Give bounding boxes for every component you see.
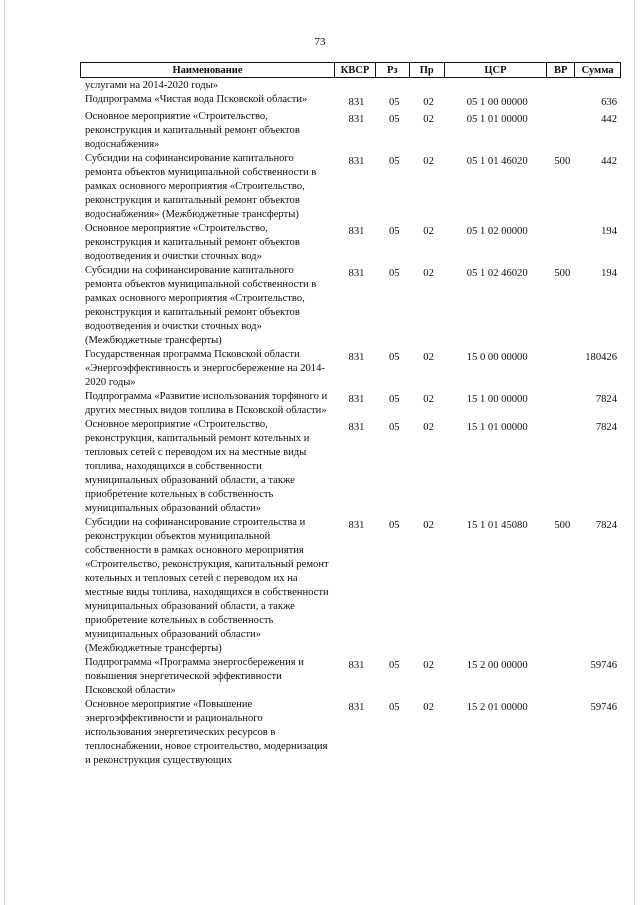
table-row bbox=[85, 264, 621, 348]
row-csr: 15 0 00 00000 bbox=[466, 352, 528, 363]
row-csr: 05 1 01 46020 bbox=[466, 156, 528, 167]
table-header bbox=[80, 62, 621, 78]
row-pr: 02 bbox=[423, 97, 434, 108]
row-name: услугами на 2014-2020 годы» bbox=[85, 80, 219, 91]
row-pr: 02 bbox=[423, 268, 434, 279]
table-row bbox=[85, 110, 621, 152]
row-name: Субсидии на софинансирование строительства и реконструкции объектов муниципальной собственности в рамках основного мероприятия «Строительство, реконструкция, капитальный ремонт котельных и тепловых сетей с переводом их на местные виды топлива, находящихся в собственности муниципальных образований области, а также приобретение котельных в собственность муниципальных образований области» (Межбюджетные трансферты) bbox=[85, 517, 329, 654]
row-csr bbox=[446, 79, 548, 93]
row-kvsr: 831 bbox=[348, 520, 365, 531]
row-pr: 02 bbox=[423, 520, 434, 531]
row-csr: 05 1 02 46020 bbox=[466, 268, 528, 279]
page-number: 73 bbox=[314, 36, 326, 48]
row-name: Субсидии на софинансирование капитального ремонта объектов муниципальной собственности в рамках основного мероприятия «Строительство, реконструкция и капитальный ремонт объектов водоотведения и очистки сточных вод» (Межбюджетные трансферты) bbox=[85, 265, 317, 346]
row-vr bbox=[548, 698, 576, 768]
header-vr: ВР bbox=[547, 63, 575, 77]
row-sum: 59746 bbox=[590, 702, 617, 713]
row-sum: 59746 bbox=[590, 660, 617, 671]
row-vr bbox=[548, 656, 576, 698]
table-row bbox=[85, 698, 621, 768]
row-csr: 15 1 01 00000 bbox=[466, 422, 528, 433]
row-vr: 500 bbox=[554, 520, 571, 531]
row-rz: 05 bbox=[388, 226, 400, 237]
row-name: Основное мероприятие «Повышение энергоэффективности и рационального использования энергетических ресурсов в теплоснабжении, новое строительство, модернизация и реконструкция существующих bbox=[85, 699, 328, 766]
row-name: Подпрограмма «Развитие использования торфяного и других местных видов топлива в Псковской области» bbox=[85, 391, 328, 416]
row-csr: 15 1 00 00000 bbox=[466, 394, 528, 405]
table-row bbox=[85, 79, 621, 93]
row-csr: 05 1 01 00000 bbox=[466, 114, 528, 125]
row-kvsr: 831 bbox=[348, 114, 365, 125]
row-csr: 05 1 00 00000 bbox=[466, 97, 528, 108]
row-pr: 02 bbox=[423, 394, 434, 405]
row-vr: 500 bbox=[554, 268, 571, 279]
table-row bbox=[85, 93, 621, 110]
row-sum: 442 bbox=[601, 114, 617, 125]
row-kvsr: 831 bbox=[348, 97, 365, 108]
header-rz: Рз bbox=[376, 63, 410, 77]
row-name: Подпрограмма «Программа энергосбережения и повышения энергетической эффективности Псковской области» bbox=[85, 657, 304, 696]
row-pr: 02 bbox=[423, 422, 434, 433]
table-row bbox=[85, 390, 621, 418]
row-kvsr: 831 bbox=[348, 422, 365, 433]
row-pr bbox=[411, 79, 446, 93]
row-pr: 02 bbox=[423, 352, 434, 363]
table-row bbox=[85, 348, 621, 390]
row-vr bbox=[548, 110, 576, 152]
row-name: Основное мероприятие «Строительство, реконструкция и капитальный ремонт объектов водоотведения и очистки сточных вод» bbox=[85, 223, 300, 262]
row-rz: 05 bbox=[388, 520, 400, 531]
header-sum: Сумма bbox=[581, 65, 614, 76]
row-pr: 02 bbox=[423, 226, 434, 237]
header-pr: Пр bbox=[410, 63, 445, 77]
row-name: Основное мероприятие «Строительство, реконструкция и капитальный ремонт объектов водоснабжения» bbox=[85, 111, 300, 150]
row-rz: 05 bbox=[388, 702, 400, 713]
table-row bbox=[85, 516, 621, 656]
table-row bbox=[85, 656, 621, 698]
row-kvsr: 831 bbox=[348, 660, 365, 671]
row-sum: 7824 bbox=[595, 520, 617, 531]
row-rz: 05 bbox=[388, 394, 400, 405]
row-name: Основное мероприятие «Строительство, реконструкция, капитальный ремонт котельных и тепловых сетей с переводом их на местные виды топлива, находящихся в собственности муниципальных образований области, а также приобретение котельных в собственность муниципальных образований области» bbox=[85, 419, 310, 514]
right-scan-edge bbox=[634, 0, 635, 905]
header-name: Наименование bbox=[81, 63, 335, 77]
row-sum: 636 bbox=[601, 97, 617, 108]
row-vr bbox=[548, 348, 576, 390]
row-rz: 05 bbox=[388, 352, 400, 363]
row-vr: 500 bbox=[554, 156, 571, 167]
row-csr: 15 2 00 00000 bbox=[466, 660, 528, 671]
row-pr: 02 bbox=[423, 702, 434, 713]
table-body bbox=[85, 79, 621, 768]
row-kvsr: 831 bbox=[348, 268, 365, 279]
row-csr: 15 1 01 45080 bbox=[466, 520, 528, 531]
row-sum: 194 bbox=[601, 226, 617, 237]
row-name: Государственная программа Псковской области «Энергоэффективность и энергосбережение на 2014-2020 годы» bbox=[85, 349, 325, 388]
row-sum: 180426 bbox=[585, 352, 617, 363]
row-name: Подпрограмма «Чистая вода Псковской области» bbox=[85, 94, 308, 105]
row-vr bbox=[548, 93, 576, 110]
row-kvsr: 831 bbox=[348, 156, 365, 167]
row-csr: 05 1 02 00000 bbox=[466, 226, 528, 237]
row-sum bbox=[576, 79, 621, 93]
row-rz: 05 bbox=[388, 660, 400, 671]
row-kvsr: 831 bbox=[348, 352, 365, 363]
row-name: Субсидии на софинансирование капитального ремонта объектов муниципальной собственности в рамках основного мероприятия «Строительство, реконструкция и капитальный ремонт объектов водоснабжения» (Межбюджетные трансферты) bbox=[85, 153, 317, 220]
table-row bbox=[85, 152, 621, 222]
left-scan-edge bbox=[4, 0, 5, 905]
row-csr: 15 2 01 00000 bbox=[466, 702, 528, 713]
row-vr bbox=[548, 418, 576, 516]
row-pr: 02 bbox=[423, 114, 434, 125]
header-csr: ЦСР bbox=[445, 63, 548, 77]
row-rz: 05 bbox=[388, 268, 400, 279]
row-sum: 7824 bbox=[595, 422, 617, 433]
row-rz: 05 bbox=[388, 97, 400, 108]
row-kvsr: 831 bbox=[348, 702, 365, 713]
row-kvsr bbox=[336, 79, 378, 93]
row-pr: 02 bbox=[423, 660, 434, 671]
header-kvsr: КВСР bbox=[335, 63, 376, 77]
table-row bbox=[85, 222, 621, 264]
row-kvsr: 831 bbox=[348, 226, 365, 237]
row-rz: 05 bbox=[388, 156, 400, 167]
row-sum: 194 bbox=[601, 268, 617, 279]
row-rz: 05 bbox=[388, 114, 400, 125]
table-row bbox=[85, 418, 621, 516]
row-sum: 442 bbox=[601, 156, 617, 167]
row-vr bbox=[548, 390, 576, 418]
row-rz bbox=[377, 79, 411, 93]
row-vr bbox=[548, 79, 576, 93]
row-sum: 7824 bbox=[595, 394, 617, 405]
row-vr bbox=[548, 222, 576, 264]
row-rz: 05 bbox=[388, 422, 400, 433]
row-kvsr: 831 bbox=[348, 394, 365, 405]
row-pr: 02 bbox=[423, 156, 434, 167]
